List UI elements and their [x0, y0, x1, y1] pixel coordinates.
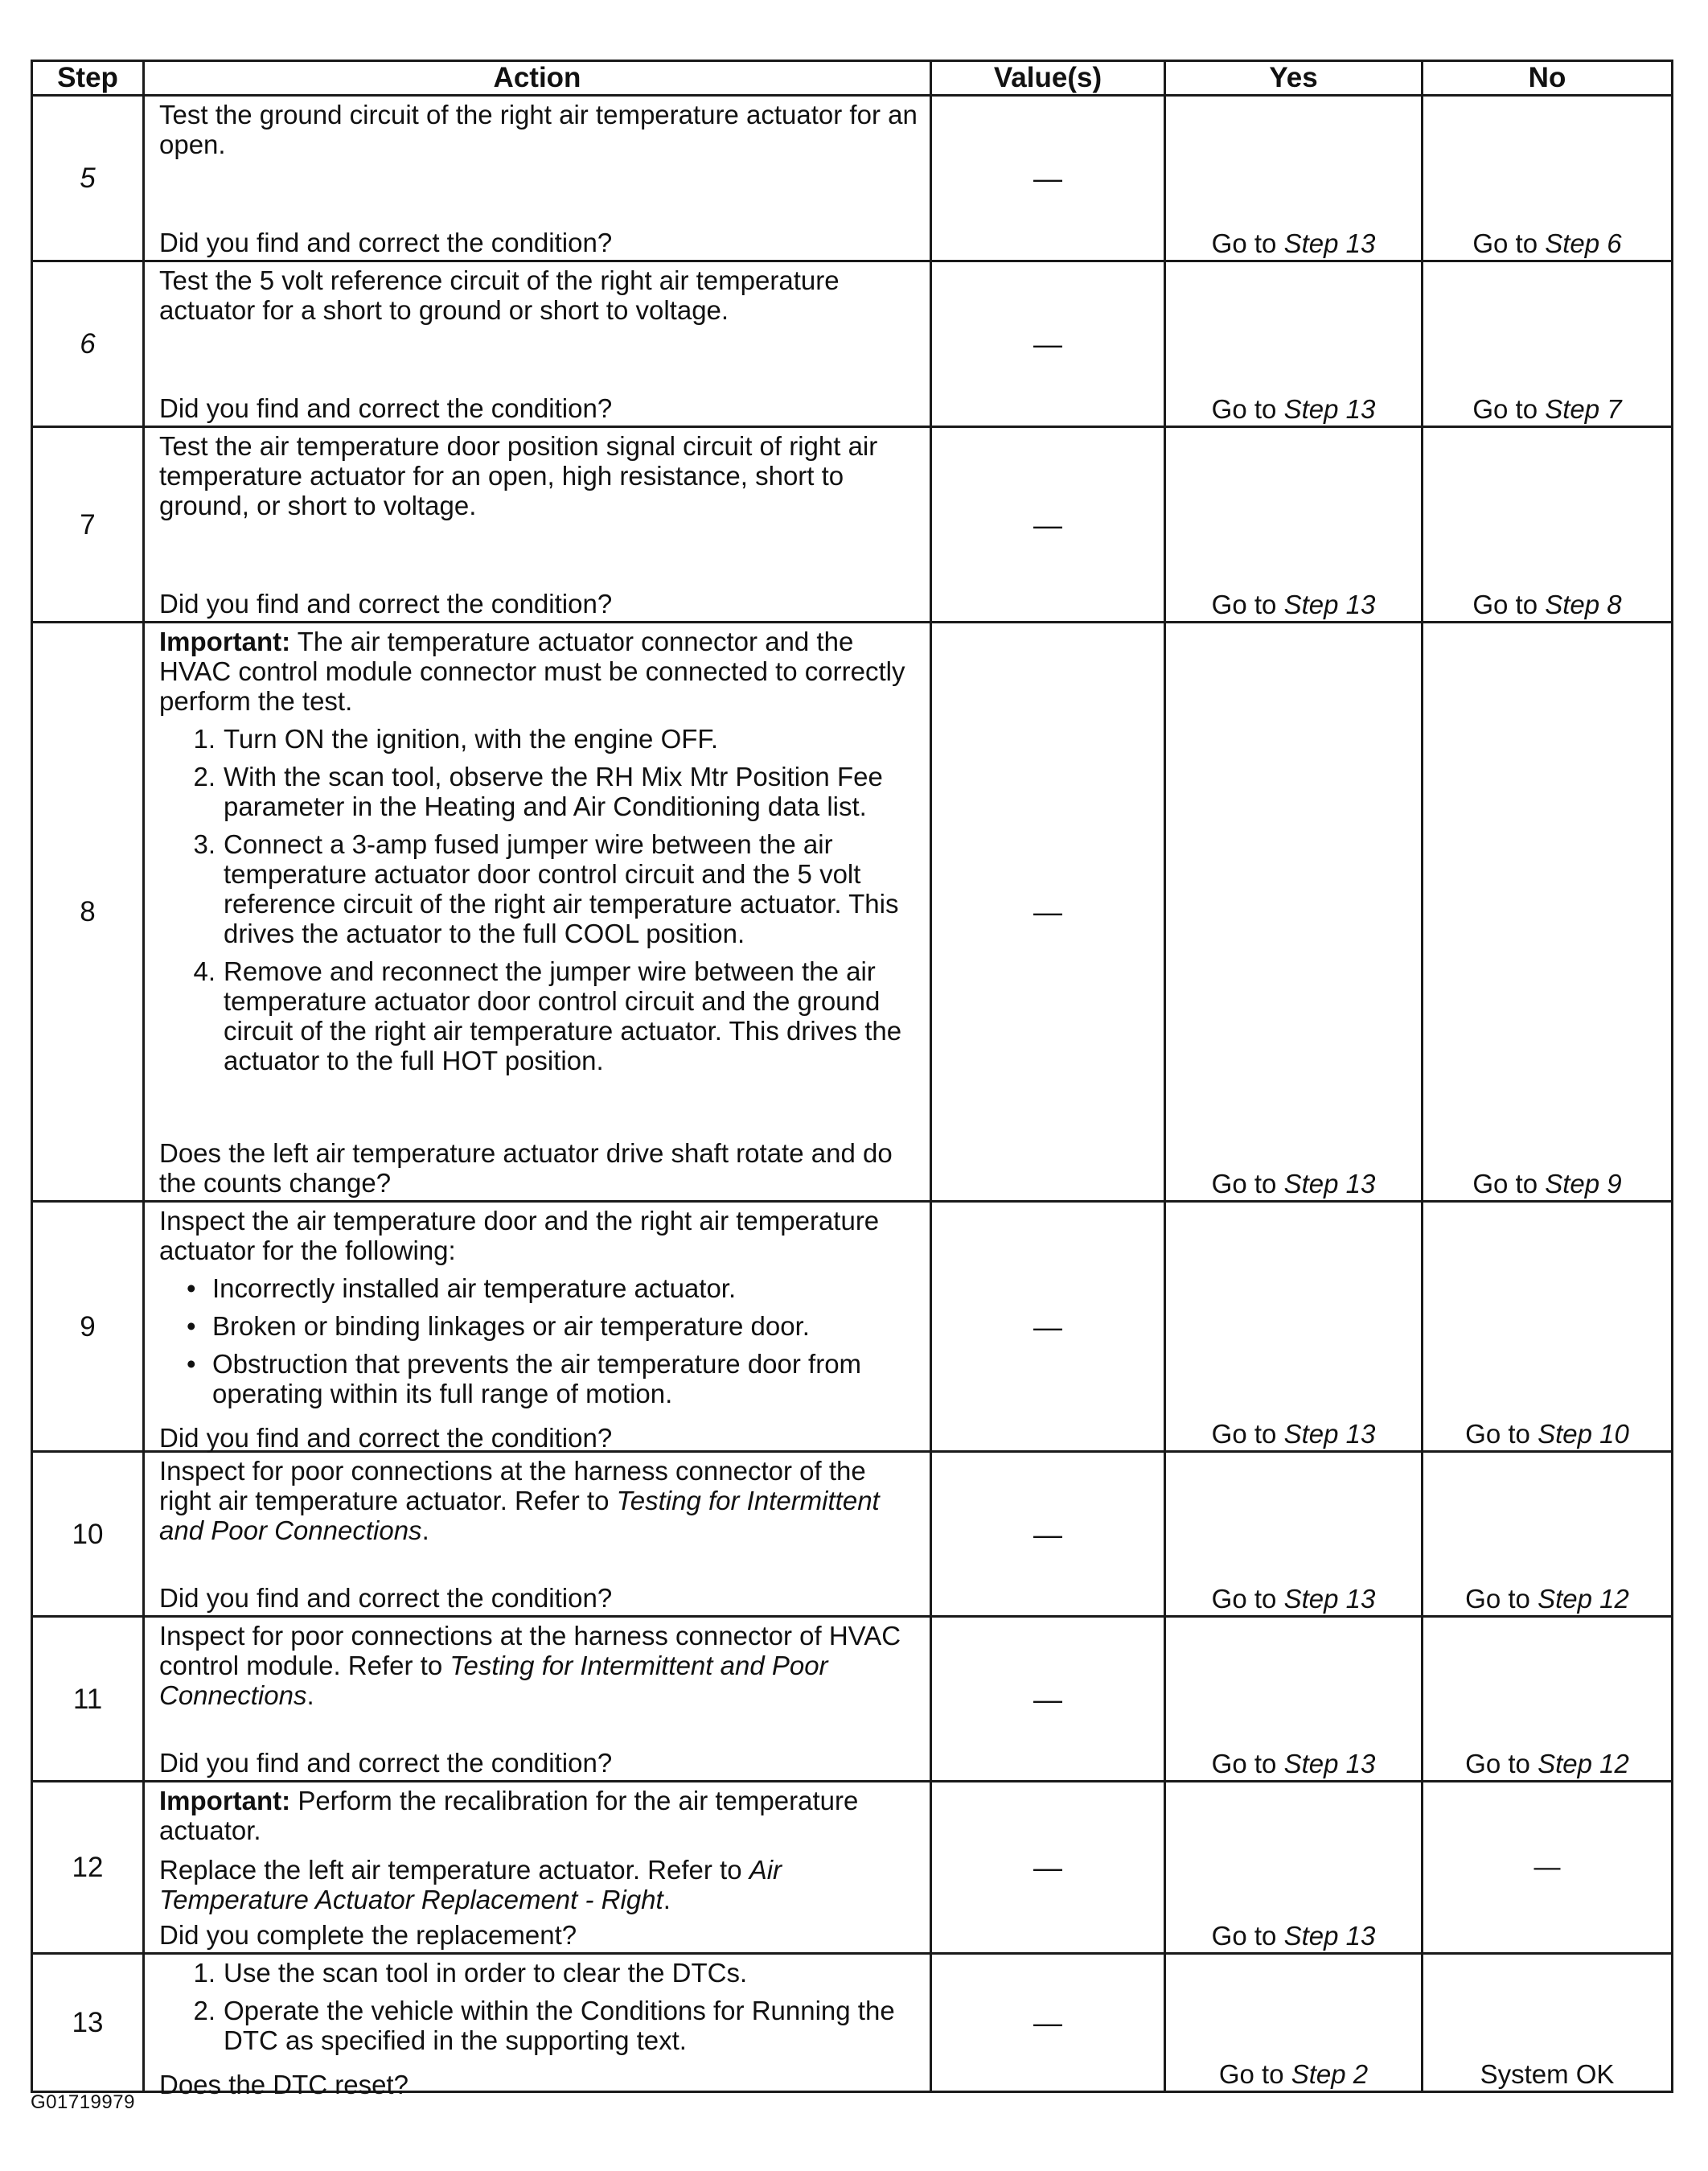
list-item-text: With the scan tool, observe the RH Mix Mtr Position Fee parameter in the Heating and Air Conditioning data list.	[224, 762, 883, 821]
table-row	[32, 1202, 1673, 1452]
yes-step-ref: Step 13	[1283, 1584, 1376, 1614]
reference-link[interactable]: Testing for Intermittent and Poor Connections	[159, 1651, 828, 1710]
yes-cell	[1165, 1617, 1423, 1782]
list-item	[159, 1996, 922, 2055]
yes-prefix: Go to	[1211, 394, 1284, 424]
action-text-end: .	[306, 1680, 314, 1710]
action-cell	[144, 261, 931, 427]
step-number: 11	[32, 1617, 144, 1782]
value-cell: —	[931, 1452, 1165, 1617]
action-text: Inspect the air temperature door and the right air temperature actuator for the following:	[159, 1206, 880, 1265]
no-cell	[1423, 623, 1673, 1202]
substep-list	[159, 1958, 922, 2063]
important-label: Important:	[159, 1786, 291, 1815]
list-item	[159, 762, 922, 821]
question-text: Did you find and correct the condition?	[159, 589, 613, 619]
action-cell	[144, 1202, 931, 1452]
question-text: Did you complete the replacement?	[159, 1920, 577, 1950]
no-step-ref: Step 10	[1538, 1419, 1629, 1449]
question-text: Did you find and correct the condition?	[159, 1583, 613, 1613]
important-text: The air temperature actuator connector and the HVAC control module connector must be connected to correctly perform the test.	[159, 627, 905, 716]
question-text: Did you find and correct the condition?	[159, 1748, 613, 1778]
yes-step-ref: Step 13	[1283, 1749, 1376, 1778]
no-prefix: Go to	[1465, 1584, 1538, 1614]
list-item	[159, 956, 922, 1075]
figure-id: G01719979	[31, 2091, 135, 2113]
table-row	[32, 1782, 1673, 1954]
list-number: 3.	[193, 829, 216, 859]
no-prefix: Go to	[1472, 394, 1546, 424]
important-note	[159, 627, 922, 716]
yes-prefix: Go to	[1211, 1584, 1284, 1614]
list-number: 1.	[193, 1958, 216, 1988]
yes-prefix: Go to	[1211, 228, 1284, 258]
list-number: 2.	[193, 1996, 216, 2025]
question-text: Does the DTC reset?	[159, 2070, 409, 2099]
no-cell: —	[1423, 1782, 1673, 1954]
header-row	[32, 61, 1673, 96]
action-text: Test the ground circuit of the right air temperature actuator for an open.	[159, 100, 918, 159]
no-cell	[1423, 96, 1673, 261]
action-cell	[144, 427, 931, 623]
step-number: 6	[32, 261, 144, 427]
step-number: 5	[32, 96, 144, 261]
reference-link[interactable]: Air Temperature Actuator Replacement - Right	[159, 1855, 782, 1914]
action-text-end: .	[421, 1515, 429, 1545]
yes-step-ref: Step 13	[1283, 590, 1376, 619]
yes-step-ref: Step 13	[1283, 1921, 1376, 1951]
list-item-text: Connect a 3-amp fused jumper wire between the air temperature actuator door control circuit and the 5 volt reference circuit of the right air temperature actuator. This drives the actuator to the full COOL position.	[224, 829, 899, 948]
bullet: •	[187, 1311, 196, 1341]
no-step-ref: Step 6	[1545, 228, 1622, 258]
action-text	[159, 1456, 922, 1583]
yes-cell	[1165, 96, 1423, 261]
value-cell: —	[931, 623, 1165, 1202]
action-text-lead: Inspect for poor connections at the harness connector of HVAC control module. Refer to	[159, 1621, 901, 1680]
question-text: Did you find and correct the condition?	[159, 1423, 613, 1453]
step-number: 8	[32, 623, 144, 1202]
list-number: 2.	[193, 762, 216, 792]
list-item-text: Remove and reconnect the jumper wire between the air temperature actuator door control circuit and the ground circuit of the right air temperature actuator. This drives the actuator to the full HOT position.	[224, 956, 902, 1075]
no-cell	[1423, 261, 1673, 427]
value-cell: —	[931, 1617, 1165, 1782]
yes-cell	[1165, 623, 1423, 1202]
yes-cell	[1165, 427, 1423, 623]
value-cell: —	[931, 1782, 1165, 1954]
no-prefix: Go to	[1472, 590, 1546, 619]
no-step-ref: Step 9	[1545, 1169, 1622, 1199]
yes-prefix: Go to	[1211, 1749, 1284, 1778]
action-text-lead: Inspect for poor connections at the harness connector of the right air temperature actuator. Refer to	[159, 1456, 866, 1515]
reference-link[interactable]: Testing for Intermittent and Poor Connections	[159, 1486, 880, 1545]
yes-cell	[1165, 1954, 1423, 2092]
value-cell: —	[931, 427, 1165, 623]
header-no: No	[1423, 61, 1673, 96]
action-cell	[144, 1452, 931, 1617]
value-cell: —	[931, 261, 1165, 427]
important-text: Perform the recalibration for the air temperature actuator.	[159, 1786, 859, 1845]
step-number: 12	[32, 1782, 144, 1954]
step-number: 7	[32, 427, 144, 623]
list-item	[159, 829, 922, 948]
yes-prefix: Go to	[1211, 590, 1284, 619]
list-item	[159, 1311, 922, 1341]
question-text: Does the left air temperature actuator drive shaft rotate and do the counts change?	[159, 1138, 893, 1198]
action-cell	[144, 1954, 931, 2099]
yes-prefix: Go to	[1218, 2059, 1291, 2089]
action-text: Test the air temperature door position signal circuit of right air temperature actuator for an open, high resistance, short to ground, or short to voltage.	[159, 431, 878, 520]
question-text: Did you find and correct the condition?	[159, 393, 613, 423]
substep-list	[159, 724, 922, 1132]
no-cell	[1423, 1617, 1673, 1782]
action-cell	[144, 1617, 931, 1782]
table-row	[32, 1617, 1673, 1782]
step-number: 10	[32, 1452, 144, 1617]
important-note	[159, 1786, 922, 1845]
no-cell	[1423, 427, 1673, 623]
list-item	[159, 724, 922, 754]
yes-cell	[1165, 1202, 1423, 1452]
header-action: Action	[144, 61, 931, 96]
list-number: 4.	[193, 956, 216, 986]
list-item-text: Turn ON the ignition, with the engine OFF.	[224, 724, 719, 754]
no-cell: System OK	[1423, 1954, 1673, 2092]
no-step-ref: Step 7	[1545, 394, 1622, 424]
action-text-lead: Replace the left air temperature actuator. Refer to	[159, 1855, 749, 1885]
important-label: Important:	[159, 627, 291, 656]
yes-step-ref: Step 2	[1291, 2059, 1369, 2089]
table-row	[32, 623, 1673, 1202]
no-step-ref: Step 12	[1538, 1749, 1629, 1778]
list-item	[159, 1349, 922, 1408]
list-item-text: Obstruction that prevents the air temperature door from operating within its full range of motion.	[212, 1349, 862, 1408]
list-item	[159, 1958, 922, 1988]
bullet: •	[187, 1349, 196, 1379]
step-number: 9	[32, 1202, 144, 1452]
yes-cell	[1165, 1452, 1423, 1617]
header-step: Step	[32, 61, 144, 96]
list-item-text: Broken or binding linkages or air temperature door.	[212, 1311, 810, 1341]
yes-prefix: Go to	[1211, 1921, 1284, 1951]
no-cell	[1423, 1452, 1673, 1617]
no-cell	[1423, 1202, 1673, 1452]
no-prefix: Go to	[1465, 1419, 1538, 1449]
yes-cell	[1165, 261, 1423, 427]
value-cell: —	[931, 1954, 1165, 2092]
list-item-text: Incorrectly installed air temperature actuator.	[212, 1273, 737, 1303]
action-text: Test the 5 volt reference circuit of the right air temperature actuator for a short to ground or short to voltage.	[159, 265, 840, 325]
action-cell	[144, 623, 931, 1202]
yes-step-ref: Step 13	[1283, 1419, 1376, 1449]
value-cell: —	[931, 96, 1165, 261]
action-text	[159, 1621, 922, 1748]
action-text-end: .	[663, 1885, 671, 1914]
table-row	[32, 427, 1673, 623]
diagnostic-table	[31, 60, 1673, 2099]
table-row	[32, 1954, 1673, 2092]
step-number: 13	[32, 1954, 144, 2092]
no-step-ref: Step 12	[1538, 1584, 1629, 1614]
table-row	[32, 96, 1673, 261]
table-row	[32, 1452, 1673, 1617]
question-text: Did you find and correct the condition?	[159, 228, 613, 257]
no-prefix: Go to	[1472, 228, 1546, 258]
yes-prefix: Go to	[1211, 1419, 1284, 1449]
bullet-list	[159, 1273, 922, 1416]
list-item-text: Operate the vehicle within the Conditions for Running the DTC as specified in the supporting text.	[224, 1996, 895, 2055]
bullet: •	[187, 1273, 196, 1303]
header-yes: Yes	[1165, 61, 1423, 96]
no-step-ref: Step 8	[1545, 590, 1622, 619]
no-prefix: Go to	[1465, 1749, 1538, 1778]
no-prefix: Go to	[1472, 1169, 1546, 1199]
action-cell	[144, 96, 931, 261]
yes-step-ref: Step 13	[1283, 394, 1376, 424]
action-cell	[144, 1782, 931, 1954]
list-item-text: Use the scan tool in order to clear the DTCs.	[224, 1958, 748, 1988]
header-values: Value(s)	[931, 61, 1165, 96]
action-text	[159, 1855, 922, 1920]
yes-cell	[1165, 1782, 1423, 1954]
value-cell: —	[931, 1202, 1165, 1452]
list-number: 1.	[193, 724, 216, 754]
yes-step-ref: Step 13	[1283, 228, 1376, 258]
table-row	[32, 261, 1673, 427]
yes-prefix: Go to	[1211, 1169, 1284, 1199]
yes-step-ref: Step 13	[1283, 1169, 1376, 1199]
list-item	[159, 1273, 922, 1303]
